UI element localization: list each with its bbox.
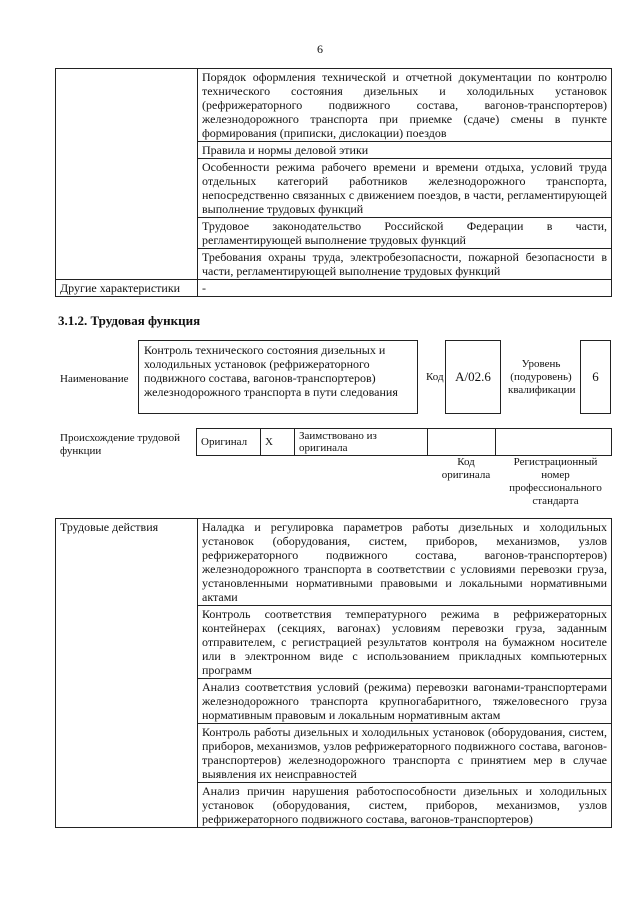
- labor-action-item: Наладка и регулировка параметров работы дизельных и холодильных установок (оборудования, систем, приборов, механизмов, узлов рефрижераторного подвижного состава, вагонов-транспортеров) железнодорожного транспорта в соответствии с условиями перевозки груза, установленными нормативными правовыми и локальными нормативными актами: [198, 519, 612, 606]
- section-heading: 3.1.2. Трудовая функция: [58, 313, 201, 328]
- other-characteristics-value: -: [198, 280, 612, 297]
- level-label: Уровень (подуровень) квалификации: [508, 358, 576, 396]
- knowledge-item: Порядок оформления технической и отчетной документации по контролю технического состояния дизельных и холодильных установок (рефрижераторного подвижного состава, вагонов-транспортеров) железнодорожного транспорта при приемке (сдаче) смены в пункте формирования (приписки, дислокации) поездов: [198, 69, 612, 142]
- qualification-level: 6: [580, 340, 611, 414]
- labor-action-item: Анализ соответствия условий (режима) перевозки вагонами-транспортерами железнодорожного транспорта крупногабаритного, тяжеловесного груза нормативным правовым и локальным нормативным актам: [198, 679, 612, 724]
- original-code-caption: Код оригинала: [441, 456, 491, 481]
- knowledge-item: Трудовое законодательство Российской Федерации в части, регламентирующей выполнение трудовых функций: [198, 218, 612, 249]
- registration-number-caption: Регистрационный номер профессионального стандарта: [509, 456, 602, 507]
- borrowed-label: Заимствовано из оригинала: [295, 429, 428, 456]
- registration-number-cell: [496, 429, 612, 456]
- function-code: A/02.6: [445, 340, 501, 414]
- other-characteristics-label: Другие характеристики: [56, 280, 198, 297]
- knowledge-item: Правила и нормы деловой этики: [198, 142, 612, 159]
- function-name: Контроль технического состояния дизельных и холодильных установок (рефрижераторного подвижного состава, вагонов-транспортеров) железнодорожного транспорта в пути следования: [138, 340, 418, 414]
- code-label: Код: [426, 371, 444, 383]
- labor-actions-table: [55, 518, 612, 828]
- knowledge-item: Требования охраны труда, электробезопасности, пожарной безопасности в части, регламентирующей выполнение трудовых функций: [198, 249, 612, 280]
- empty-label-cell: [56, 69, 198, 280]
- knowledge-table: [55, 68, 612, 297]
- labor-action-item: Контроль работы дизельных и холодильных установок (оборудования, систем, приборов, механизмов, узлов рефрижераторного подвижного состава, вагонов-транспортеров) железнодорожного транспорта с принятием мер в случае выявления их неисправностей: [198, 724, 612, 783]
- name-label: Наименование: [60, 373, 129, 385]
- origin-label: Происхождение трудовой функции: [60, 432, 181, 457]
- knowledge-item: Особенности режима рабочего времени и времени отдыха, условий труда отдельных категорий работников железнодорожного транспорта, непосредственно связанных с движением поездов, в части, регламентирующей выполнение трудовых функций: [198, 159, 612, 218]
- labor-actions-label: Трудовые действия: [56, 519, 198, 828]
- labor-action-item: Анализ причин нарушения работоспособности дизельных и холодильных установок (оборудования, систем, приборов, механизмов, узлов рефрижераторного подвижного состава, вагонов-транспортеров): [198, 783, 612, 828]
- original-code-cell: [428, 429, 496, 456]
- page-number: 6: [317, 42, 323, 56]
- labor-action-item: Контроль соответствия температурного режима в рефрижераторных контейнерах (секциях, вагонах) условиям перевозки груза, заданным отправителем, с регистрацией результатов контроля на бумажном носителе или в электронном виде с использованием прикладных компьютерных программ: [198, 606, 612, 679]
- original-mark: X: [261, 429, 295, 456]
- origin-table: [196, 428, 612, 456]
- original-label: Оригинал: [197, 429, 261, 456]
